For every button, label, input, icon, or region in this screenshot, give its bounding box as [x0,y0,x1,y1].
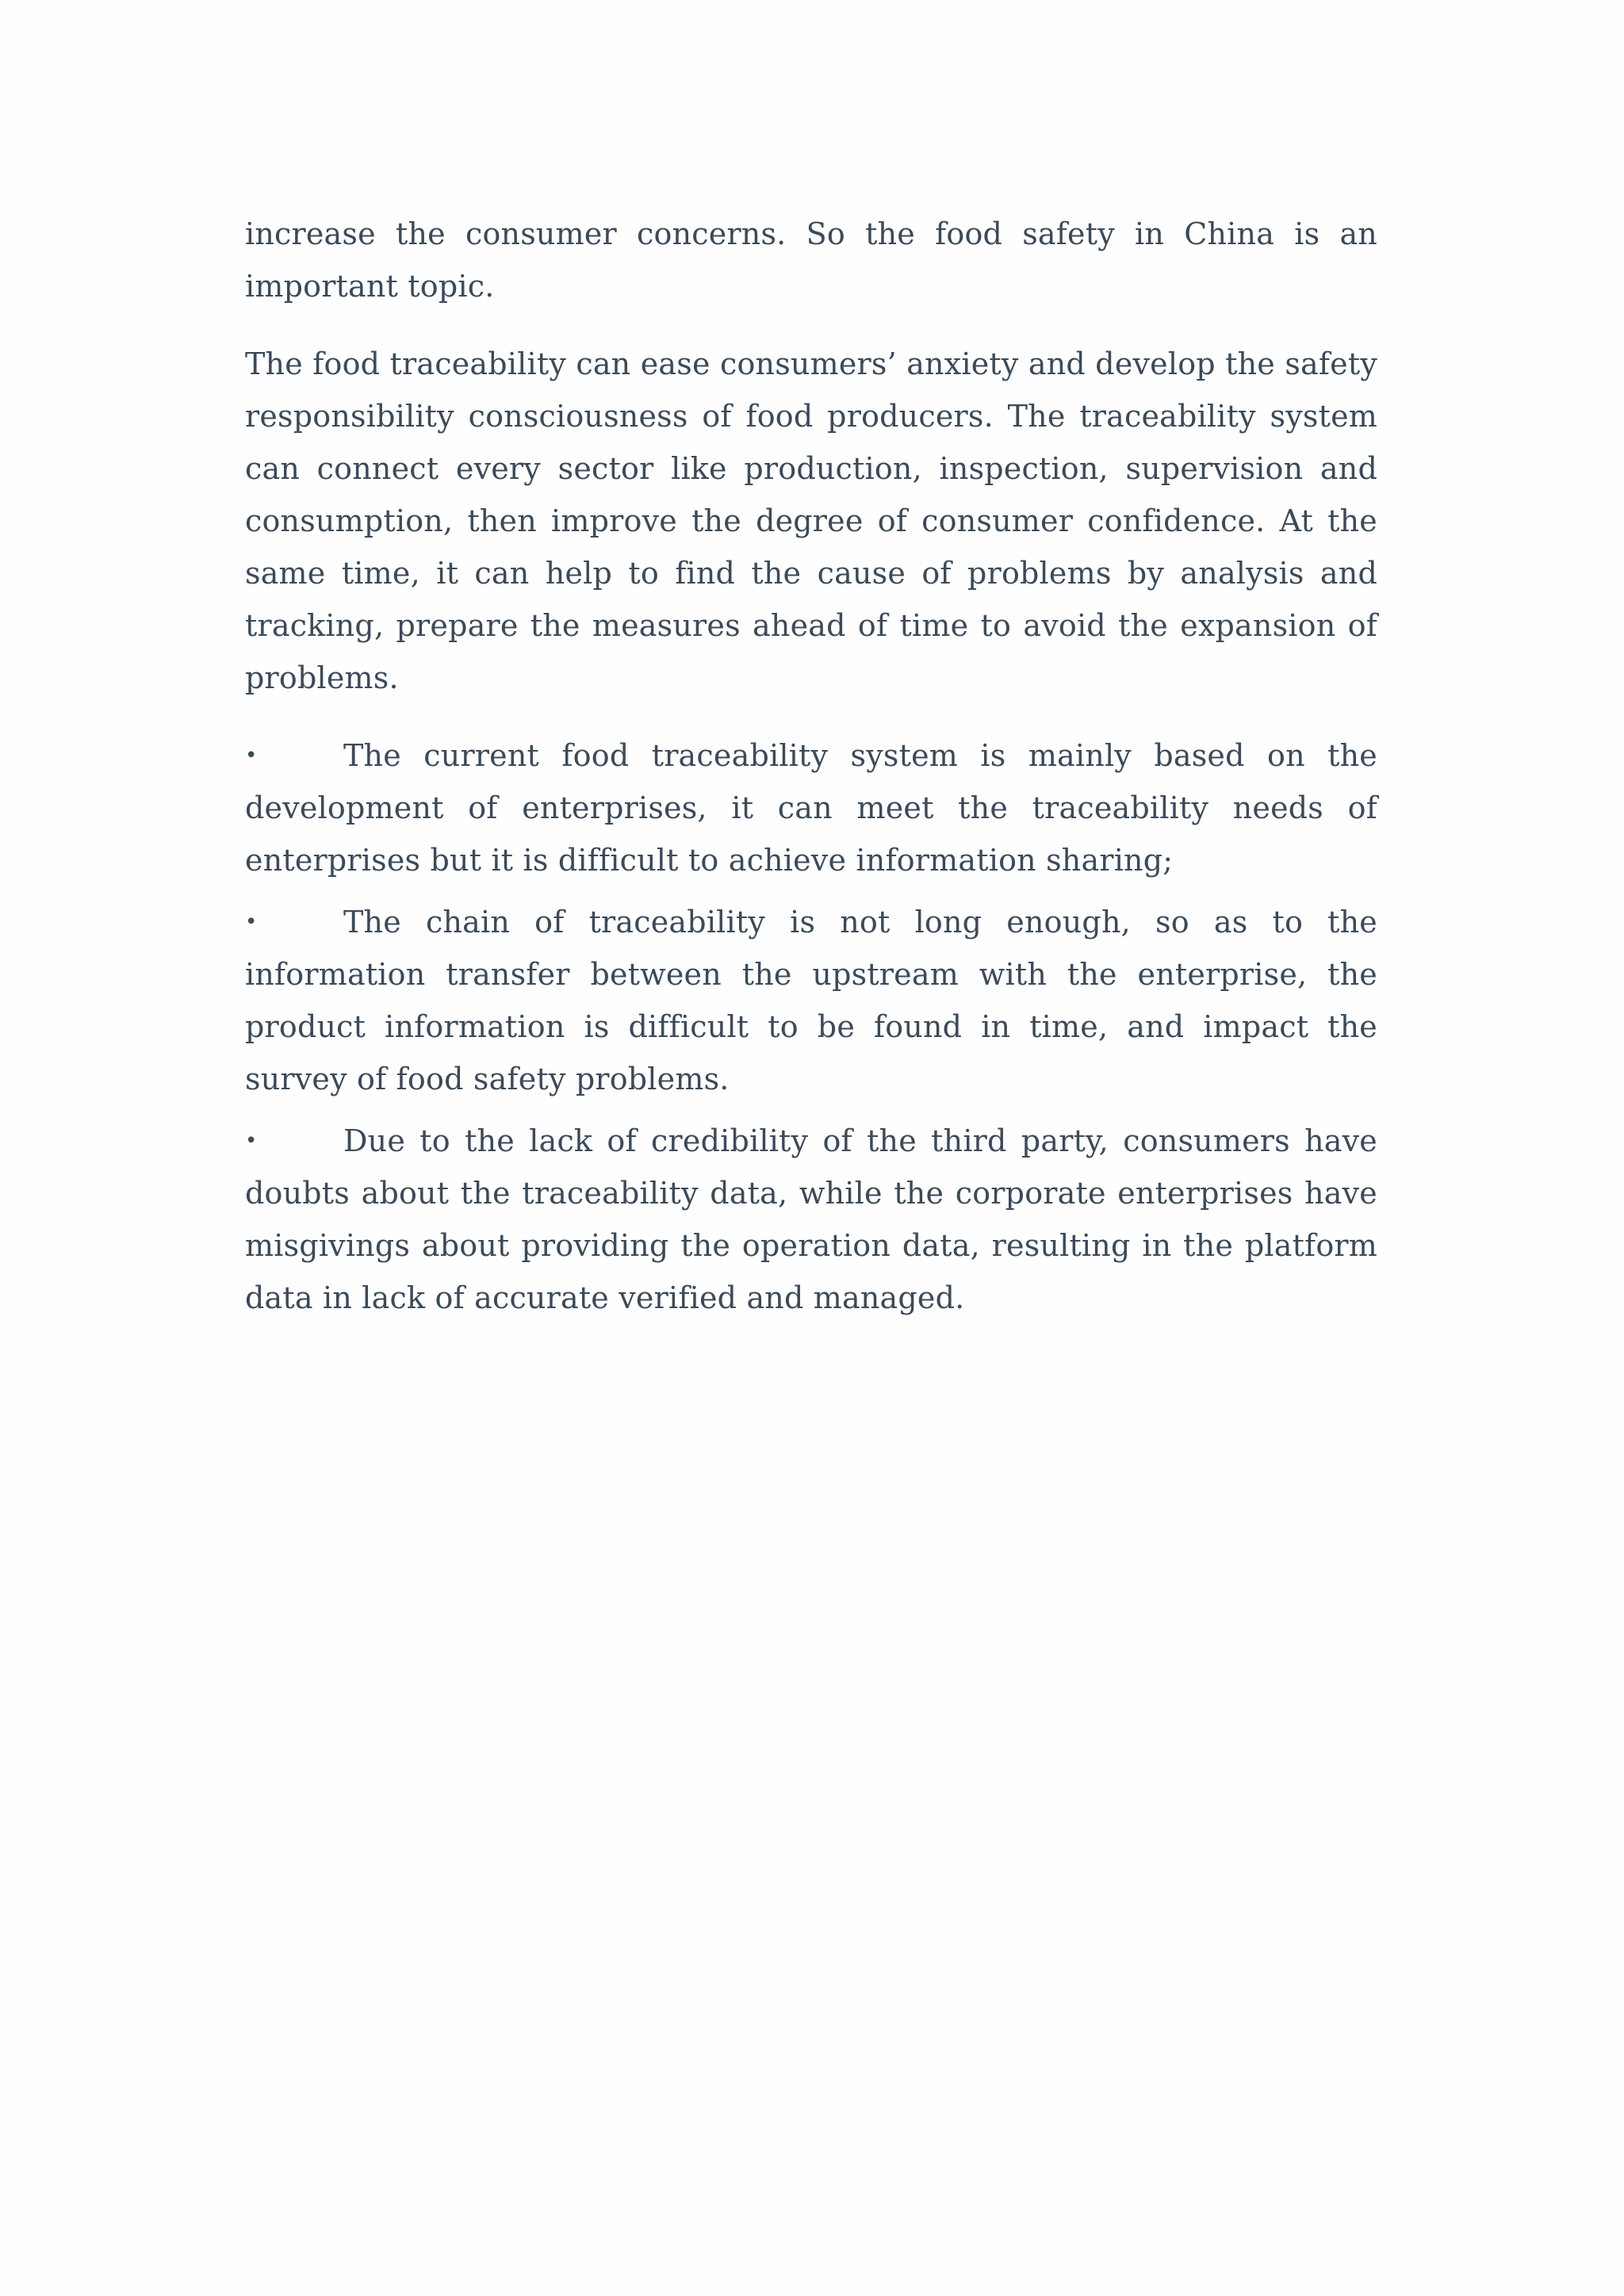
document-body [245,208,1377,1334]
bullet-icon: • [245,744,258,767]
bullet-list [245,729,1377,1324]
list-item [245,729,1377,886]
bullet-icon: • [245,1129,258,1153]
list-item [245,1115,1377,1324]
paragraph-intro: increase the consumer concerns. So the food safety in China is an important topic. [245,216,1377,304]
list-item-text: The chain of traceability is not long enough, so as to the information transfer between the upstream with the enterprise, the product information is difficult to be found in time, and impact the survey of food safety problems. [245,905,1377,1096]
list-item [245,896,1377,1105]
list-item-text: The current food traceability system is mainly based on the development of enterprises, it can meet the traceability needs of enterprises but it is difficult to achieve information sharing; [245,738,1377,878]
bullet-icon: • [245,910,258,934]
list-item-text: Due to the lack of credibility of the third party, consumers have doubts about the traceability data, while the corporate enterprises have misgivings about providing the operation data, resulting in the platform data in lack of accurate verified and managed. [245,1123,1377,1315]
paragraph-traceability: The food traceability can ease consumers’ anxiety and develop the safety responsibility consciousness of food producers. The traceability system can connect every sector like production, inspection, supervision and consumption, then improve the degree of consumer confidence. At the same time, it can help to find the cause of problems by analysis and tracking, prepare the measures ahead of time to avoid the expansion of problems. [245,346,1377,695]
